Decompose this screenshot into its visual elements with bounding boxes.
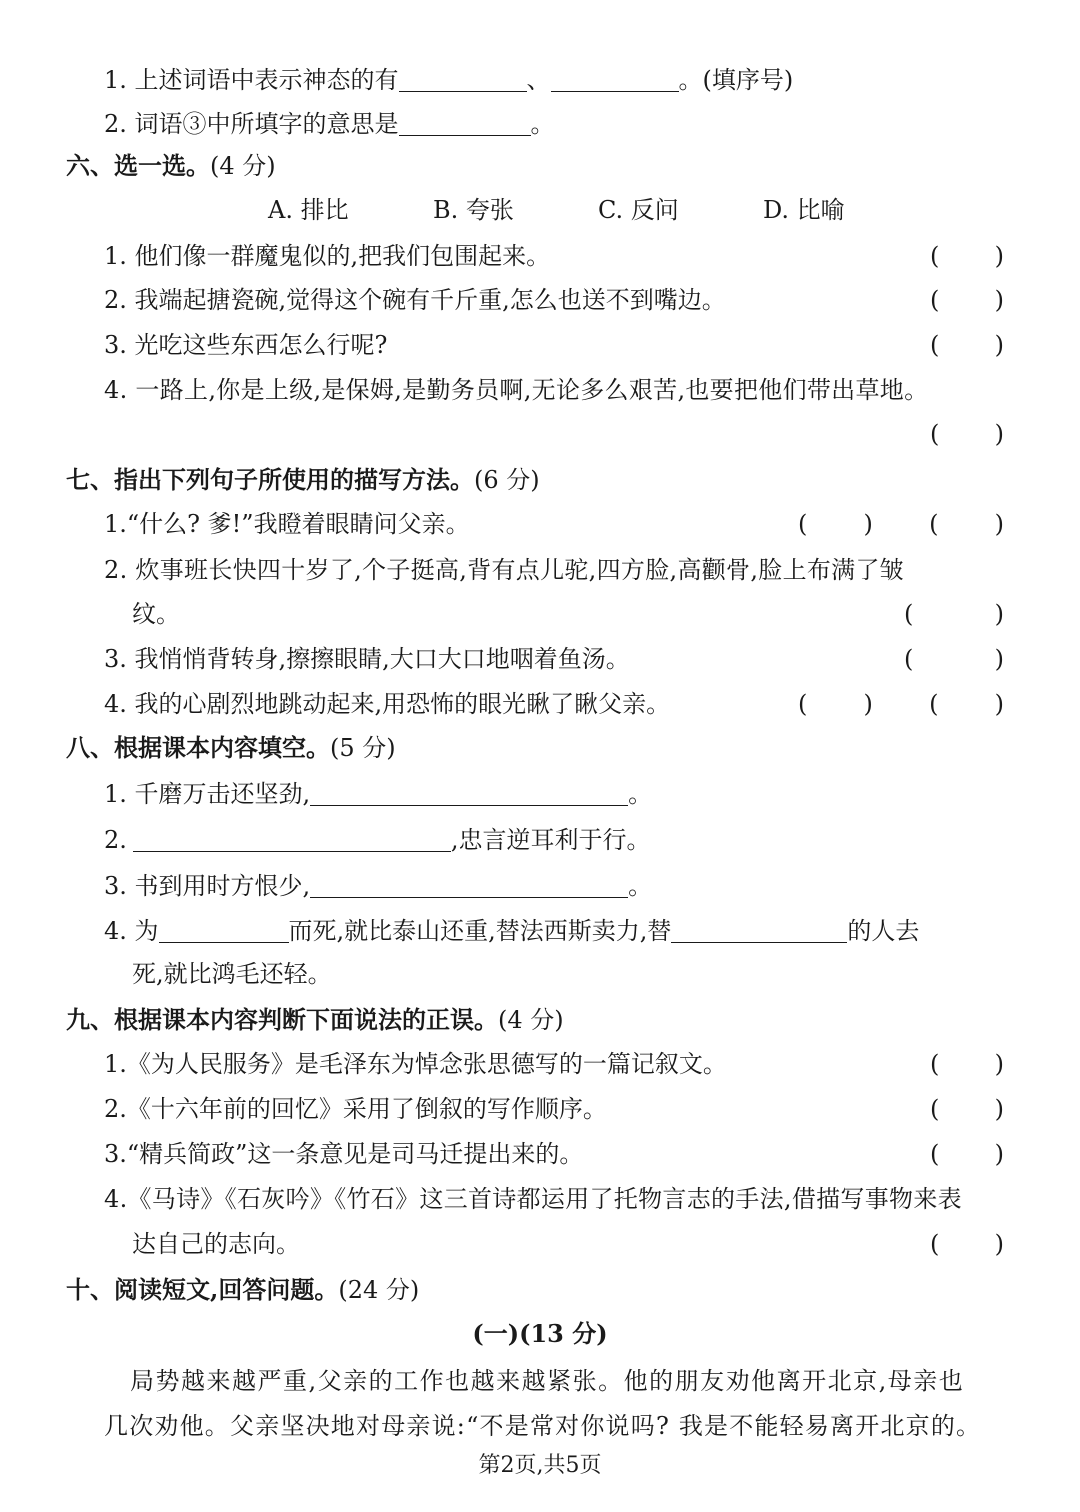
answer-blank[interactable] (671, 916, 847, 943)
section-heading: (一)(13 分) (472, 1319, 608, 1348)
answer-blank[interactable] (399, 65, 527, 92)
option-c: C. 反问 (598, 196, 679, 224)
q9-item-4-cont: 达自己的志向。 (132, 1230, 300, 1258)
q6-item-4: 4. 一路上,你是上级,是保姆,是勤务员啊,无论多么艰苦,也要把他们带出草地。 (104, 376, 929, 404)
q8-heading: 八、根据课本内容填空。(5 分) (66, 733, 396, 762)
q6-item-1: 1. 他们像一群魔鬼似的,把我们包围起来。 (104, 242, 551, 270)
q10-heading: 十、阅读短文,回答问题。(24 分) (66, 1275, 420, 1304)
q5-sub2: 2. 词语③中所填字的意思是 。 (104, 110, 555, 138)
passage-line-2: 几次劝他。父亲坚决地对母亲说:“不是常对你说吗? 我是不能轻易离开北京的。 (104, 1412, 982, 1440)
q9-item-4: 4.《马诗》《石灰吟》《竹石》这三首诗都运用了托物言志的手法,借描写事物来表 (104, 1185, 962, 1213)
q9-item-2: 2.《十六年前的回忆》采用了倒叙的写作顺序。 (104, 1095, 607, 1123)
q7-item-1: 1.“什么? 爹!”我瞪着眼睛问父亲。 (104, 510, 470, 538)
option-b: B. 夸张 (433, 196, 514, 224)
q6-heading: 六、选一选。(4 分) (66, 151, 276, 180)
answer-blank[interactable] (310, 871, 628, 898)
q7-item-4: 4. 我的心剧烈地跳动起来,用恐怖的眼光瞅了瞅父亲。 (104, 690, 671, 718)
q9-item-3: 3.“精兵简政”这一条意见是司马迁提出来的。 (104, 1140, 584, 1168)
q7-item-2-cont: 纹。 (132, 600, 180, 628)
page-footer: 第2页,共5页 (478, 1453, 602, 1478)
q8-item-1: 1. 千磨万击还坚劲, 。 (104, 780, 653, 808)
q9-item-1: 1.《为人民服务》是毛泽东为悼念张思德写的一篇记叙文。 (104, 1050, 727, 1078)
q8-item-4: 4. 为 而死,就比泰山还重,替法西斯卖力,替 的人去 (104, 917, 920, 945)
q7-item-3: 3. 我悄悄背转身,擦擦眼睛,大口大口地咽着鱼汤。 (104, 645, 630, 673)
q7-item-2: 2. 炊事班长快四十岁了,个子挺高,背有点儿驼,四方脸,高颧骨,脸上布满了皱 (104, 556, 905, 584)
answer-blank[interactable] (551, 65, 679, 92)
option-d: D. 比喻 (763, 196, 845, 224)
answer-blank[interactable] (399, 109, 531, 136)
q8-item-4-cont: 死,就比鸿毛还轻。 (132, 960, 332, 988)
q7-heading: 七、指出下列句子所使用的描写方法。(6 分) (66, 465, 540, 494)
option-a: A. 排比 (268, 196, 349, 224)
answer-blank[interactable] (133, 825, 451, 852)
q6-item-3: 3. 光吃这些东西怎么行呢? (104, 331, 388, 359)
exam-page: 1. 上述词语中表示神态的有 、 。(填序号) 2. 词语③中所填字的意思是 。 六、选一选。(4 分) A. 排比 B. 夸张 C. 反问 D. 比喻 1. 他们像一群魔鬼似的,把我们包围起来。 ( ) 2. 我端起搪瓷碗,觉得这个碗有千斤重,怎么也送不到嘴边。 ( ) 3. 光吃这些东西怎么行呢? ( ) 4. 一路上,你是上级,是保姆,是勤务员啊,无论多么艰苦,也要把他们带出草地。 ( ) 七、指出下列句子所使用的描写方法。(6 分) 1.“什么? 爹!”我瞪着眼睛问父亲。 ( ) ( ) 2. 炊事班长快四十岁了,个子挺高,背有点儿驼,四方脸,高颧骨,脸上布满了皱 纹。 ( ) 3. 我悄悄背转身,擦擦眼睛,大口大口地咽着鱼汤。 ( ) 4. 我的心剧烈地跳动起来,用恐怖的眼光瞅了瞅父亲。 ( ) ( ) 八、根据课本内容填空。(5 分) 1. 千磨万击还坚劲, 。 2. ,忠言逆耳利于行。 3. 书到用时方恨少, 。 4. 为 而死,就比泰山还重,替法西斯卖力,替 的人去 死,就比鸿毛还轻。 九、根据课本内容判断下面说法的正误。(4 分) 1.《为人民服务》是毛泽东为悼念张思德写的一篇记叙文。 ( ) 2.《十六年前的回忆》采用了倒叙的写作顺序。 ( ) 3.“精兵简政”这一条意见是司马迁提出来的。 ( ) 4.《马诗》《石灰吟》《竹石》这三首诗都运用了托物言志的手法,借描写事物来表 达自己的志向。 ( ) 十、阅读短文,回答问题。(24 分) (一)(13 分) 局势越来越严重,父亲的工作也越来越紧张。他的朋友劝他离开北京,母亲也 几次劝他。父亲坚决地对母亲说:“不是常对你说吗? 我是不能轻易离开北京的。 第2页,共5页 (0, 0, 1080, 1512)
q5-sub1: 1. 上述词语中表示神态的有 、 。(填序号) (104, 66, 794, 94)
passage-line-1: 局势越来越严重,父亲的工作也越来越紧张。他的朋友劝他离开北京,母亲也 (130, 1367, 965, 1395)
q9-heading: 九、根据课本内容判断下面说法的正误。(4 分) (66, 1005, 564, 1034)
answer-blank[interactable] (159, 916, 289, 943)
q6-item-2: 2. 我端起搪瓷碗,觉得这个碗有千斤重,怎么也送不到嘴边。 (104, 286, 726, 314)
q8-item-3: 3. 书到用时方恨少, 。 (104, 872, 653, 900)
q8-item-2: 2. ,忠言逆耳利于行。 (104, 826, 651, 854)
answer-blank[interactable] (310, 779, 628, 806)
